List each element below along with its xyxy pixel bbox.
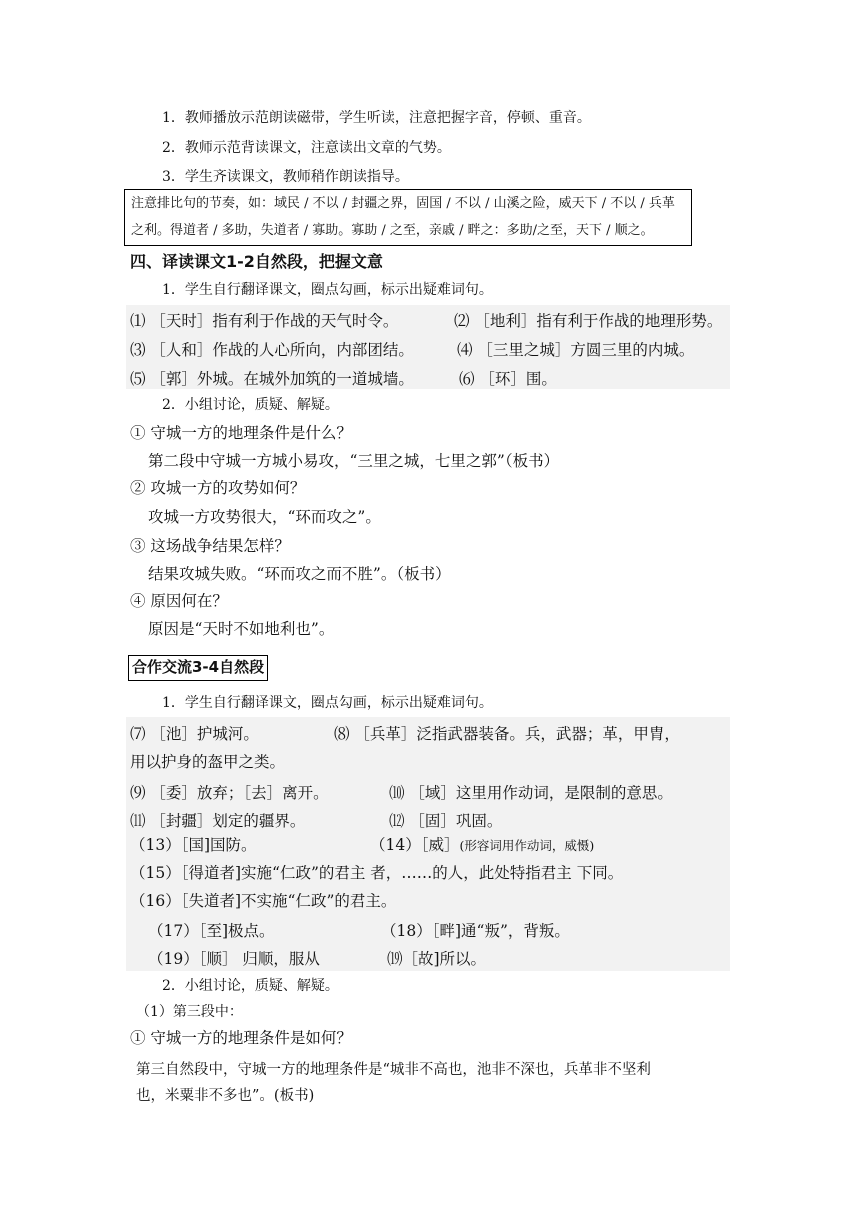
coop-answer-1-line-2: 也，米粟非不多也”。(板书) <box>136 1088 315 1104</box>
gloss-13: （13）［国]国防。 <box>130 836 257 854</box>
gloss-9: ⑼ ［委］放弃；［去］离开。 <box>130 784 329 802</box>
note-box <box>124 189 692 246</box>
coop-heading: 合作交流3-4自然段 <box>128 655 268 681</box>
subsection-1: （1）第三段中： <box>136 1004 243 1020</box>
question-3: ③ 这场战争结果怎样？ <box>130 537 290 555</box>
gloss-5: ⑸ ［郭］外城。在城外加筑的一道城墙。 <box>130 370 414 388</box>
intro-step-2: 2．教师示范背读课文，注意读出文章的气势。 <box>162 140 451 156</box>
answer-2: 攻城一方攻势很大，“环而攻之”。 <box>148 508 381 526</box>
question-2: ② 攻城一方的攻势如何？ <box>130 479 306 497</box>
coop-step-2: 2．小组讨论，质疑、解疑。 <box>162 978 339 994</box>
gloss-11: ⑾ ［封疆］划定的疆界。 <box>130 812 306 830</box>
gloss-15: （15）［得道者]实施“仁政”的君主 者，……的人，此处特指君主 下同。 <box>130 864 624 882</box>
gloss-18: （18）［畔]通“叛”，背叛。 <box>381 922 570 940</box>
gloss-19b: ⒆［故]所以。 <box>387 950 487 968</box>
gloss-14 <box>370 833 594 858</box>
gloss-19: （19）［顺］ 归顺，服从 <box>148 950 320 968</box>
coop-question-1: ① 守城一方的地理条件是如何？ <box>130 1029 352 1047</box>
gloss-8a: ⑻ ［兵革］泛指武器装备。兵，武器；革，甲胄， <box>334 725 680 743</box>
answer-1: 第二段中守城一方城小易攻，“三里之城，七里之郭”（板书） <box>148 452 560 470</box>
section-4-heading: 四、译读课文1-2自然段，把握文意 <box>130 252 383 271</box>
note-line-2: 之利。得道者 / 多助，失道者 / 寡助。寡助 / 之至，亲戚 / 畔之：多助/之至，天下 / 顺之。 <box>131 223 654 238</box>
answer-4: 原因是“天时不如地利也”。 <box>148 620 335 638</box>
gloss-2: ⑵ ［地利］指有利于作战的地理形势。 <box>454 312 723 330</box>
coop-step-1: 1．学生自行翻译课文，圈点勾画，标示出疑难词句。 <box>162 695 493 711</box>
gloss-6: ⑹ ［环］围。 <box>459 370 557 388</box>
gloss-14-note: (形容词用作动词，威慑) <box>459 838 595 853</box>
intro-step-3: 3．学生齐读课文，教师稍作朗读指导。 <box>162 169 409 185</box>
gloss-3: ⑶ ［人和］作战的人心所向，内部团结。 <box>130 341 414 359</box>
answer-3: 结果攻城失败。“环而攻之而不胜”。（板书） <box>148 565 451 583</box>
gloss-1: ⑴ ［天时］指有利于作战的天气时令。 <box>130 312 399 330</box>
note-line-1: 注意排比句的节奏，如：域民 / 不以 / 封疆之界，固国 / 不以 / 山溪之险，威天下 / 不以 / 兵革 <box>131 196 675 211</box>
gloss-7: ⑺ ［池］护城河。 <box>130 725 259 743</box>
gloss-4: ⑷ ［三里之城］方圆三里的内城。 <box>457 341 695 359</box>
section-4-step-1: 1．学生自行翻译课文，圈点勾画，标示出疑难词句。 <box>162 282 493 298</box>
question-1: ① 守城一方的地理条件是什么？ <box>130 424 352 442</box>
coop-answer-1-line-1: 第三自然段中，守城一方的地理条件是“城非不高也，池非不深也，兵革非不坚利 <box>136 1062 651 1078</box>
gloss-8b: 用以护身的盔甲之类。 <box>130 753 286 771</box>
question-4: ④ 原因何在？ <box>130 592 228 610</box>
gloss-10: ⑽ ［域］这里用作动词，是限制的意思。 <box>389 784 673 802</box>
gloss-17: （17）［至]极点。 <box>148 922 275 940</box>
section-4-step-2: 2．小组讨论，质疑、解疑。 <box>162 397 339 413</box>
intro-step-1: 1．教师播放示范朗读磁带，学生听读，注意把握字音，停顿、重音。 <box>162 110 591 126</box>
gloss-14-term: （14）［威］ <box>370 836 460 854</box>
gloss-12: ⑿ ［固］巩固。 <box>389 812 503 830</box>
gloss-16: （16）［失道者]不实施“仁政”的君主。 <box>130 892 397 910</box>
